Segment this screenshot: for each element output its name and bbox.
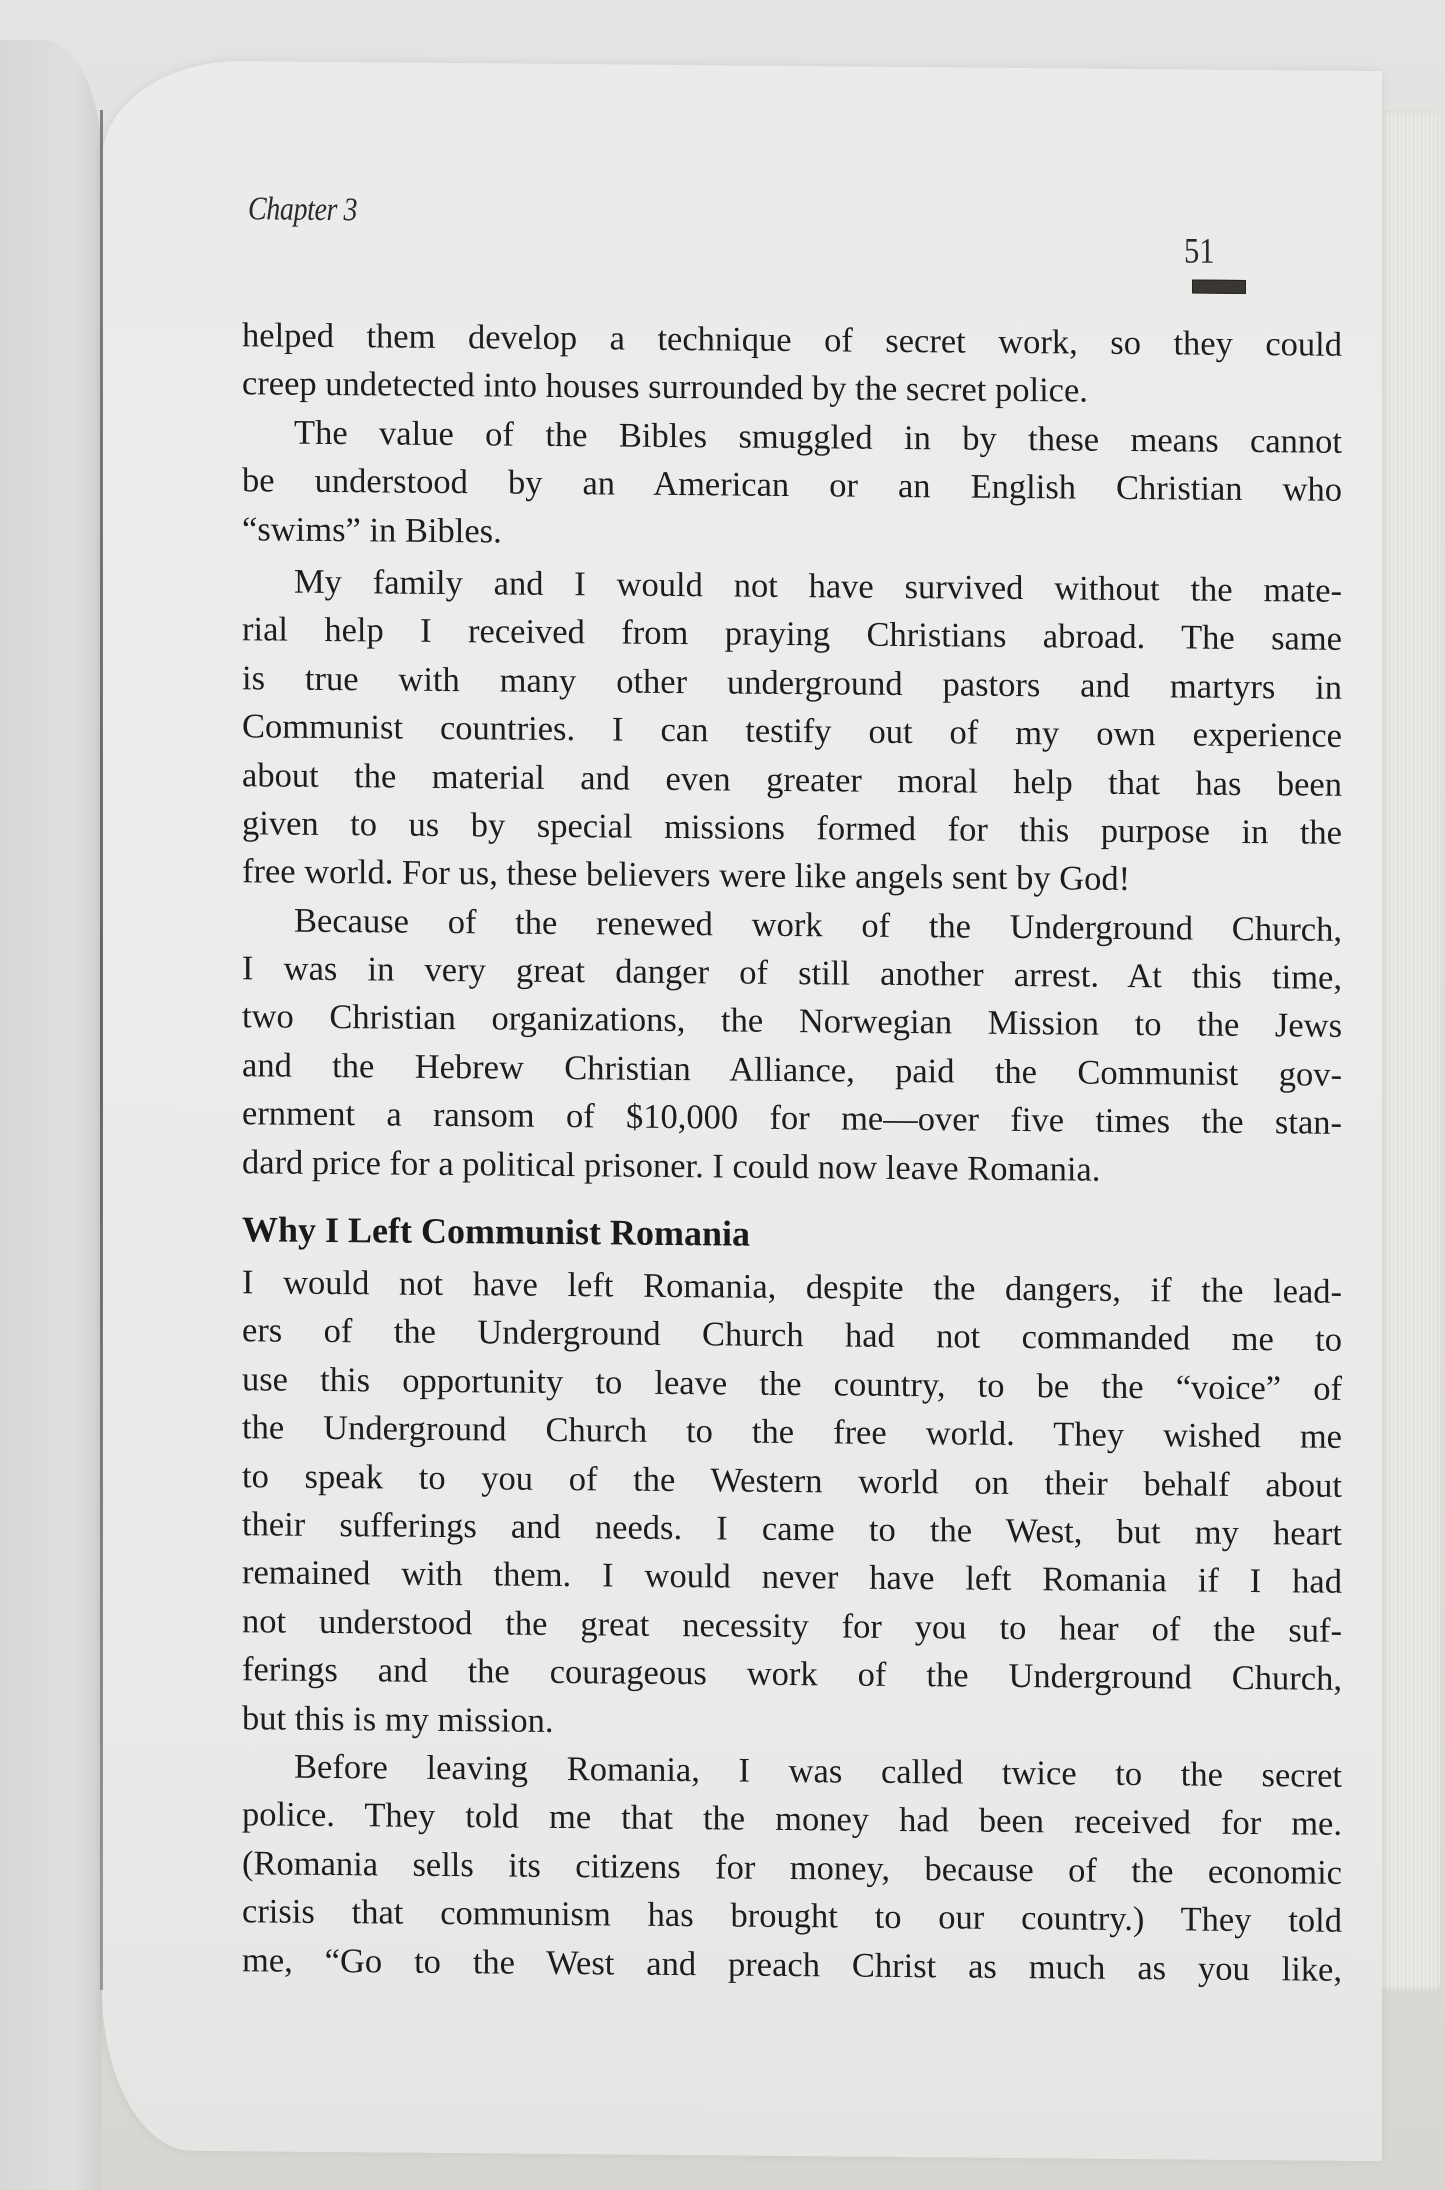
text-line: crisis that communism has brought to our country.) They told: [242, 1892, 1342, 1940]
text-line: two Christian organizations, the Norwegian Mission to the Jews: [242, 997, 1342, 1046]
text-line: ferings and the courageous work of the Underground Church,: [242, 1650, 1342, 1698]
text-line: be understood by an American or an English Christian who: [242, 461, 1342, 509]
page-number-bar: [1192, 280, 1246, 294]
text-line: given to us by special missions formed for this purpose in the: [242, 804, 1342, 852]
text-line: I would not have left Romania, despite the dangers, if the lead-: [242, 1263, 1342, 1311]
text-line: The value of the Bibles smuggled in by these means cannot: [294, 413, 1342, 461]
paragraph: [242, 408, 1342, 563]
text-line: ernment a ransom of $10,000 for me—over five times the stan-: [242, 1094, 1342, 1143]
text-line: “swims” in Bibles.: [242, 509, 502, 551]
page-number: 51: [1184, 230, 1215, 271]
running-head: Chapter 3: [248, 191, 358, 229]
text-line: helped them develop a technique of secret work, so they could: [242, 316, 1342, 364]
text-line: the Underground Church to the free world. They wished me: [242, 1408, 1342, 1457]
paragraph: [242, 557, 1342, 905]
text-line: use this opportunity to leave the country, to be the “voice” of: [242, 1360, 1342, 1408]
paragraph: [242, 1742, 1342, 1994]
page-content: [102, 60, 1382, 2161]
text-line: me, “Go to the West and preach Christ as much as you like,: [242, 1940, 1342, 1989]
text-line: Before leaving Romania, I was called twice to the secret: [294, 1747, 1342, 1795]
text-line: Communist countries. I can testify out of my own experience: [242, 707, 1342, 755]
text-line: My family and I would not have survived without the mate-: [294, 562, 1342, 610]
section-heading: Why I Left Communist Romania: [242, 1209, 751, 1254]
text-line: (Romania sells its citizens for money, because of the economic: [242, 1843, 1342, 1892]
text-line: to speak to you of the Western world on their behalf about: [242, 1456, 1342, 1505]
text-line: police. They told me that the money had been received for me.: [242, 1795, 1342, 1844]
page-stack-edge: [1378, 110, 1440, 1990]
paragraph: [242, 896, 1342, 1196]
book-page: [102, 60, 1382, 2161]
text-line: rial help I received from praying Christians abroad. The same: [242, 610, 1342, 659]
text-line: creep undetected into houses surrounded by the secret police.: [242, 364, 1088, 410]
text-line: about the material and even greater moral help that has been: [242, 755, 1342, 804]
text-line: Because of the renewed work of the Underground Church,: [294, 901, 1342, 949]
book-gutter: [100, 110, 103, 1990]
text-line: and the Hebrew Christian Alliance, paid the Communist gov-: [242, 1046, 1342, 1094]
text-line: dard price for a political prisoner. I could now leave Romania.: [242, 1142, 1101, 1189]
text-line: but this is my mission.: [242, 1698, 554, 1740]
body-text: [242, 311, 1342, 1993]
text-line: their sufferings and needs. I came to the West, but my heart: [242, 1505, 1342, 1553]
text-line: remained with them. I would never have left Romania if I had: [242, 1553, 1342, 1602]
text-line: ers of the Underground Church had not commanded me to: [242, 1311, 1342, 1360]
text-line: free world. For us, these believers were like angels sent by God!: [242, 852, 1131, 899]
text-line: not understood the great necessity for you to hear of the suf-: [242, 1601, 1342, 1650]
text-line: I was in very great danger of still another arrest. At this time,: [242, 949, 1342, 997]
facing-page-edge: [0, 40, 102, 2190]
paragraph: [242, 311, 1342, 417]
text-line: is true with many other underground pastors and martyrs in: [242, 658, 1342, 707]
paragraph: [242, 1258, 1342, 1752]
